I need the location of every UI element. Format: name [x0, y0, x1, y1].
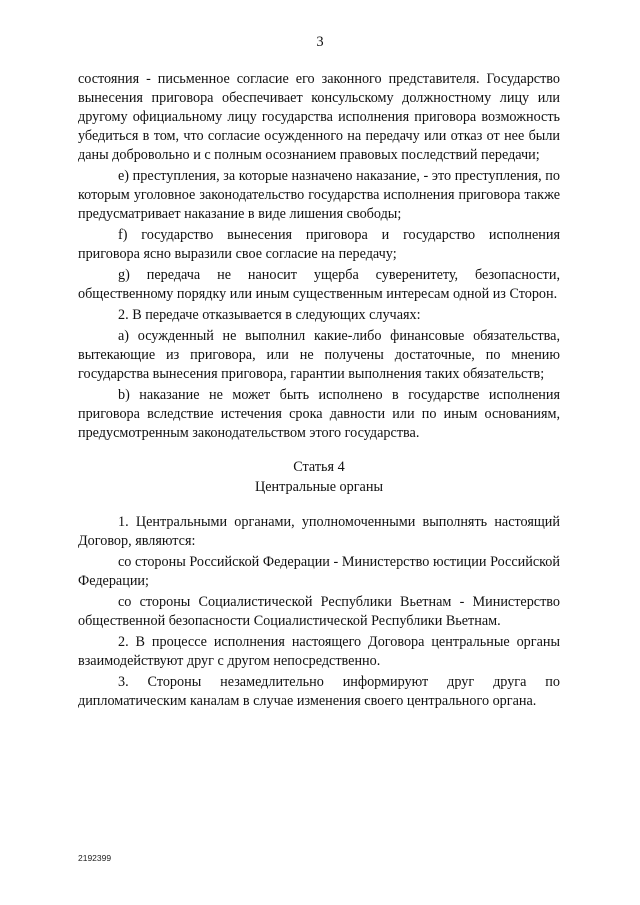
paragraph: состояния - письменное согласие его законного представителя. Государство вынесения приговора обеспечивает консульскому должностному лицу или другому официальному лицу государства исполнения приговора возможность убедиться в том, что согласие осужденного на передачу или отказ от нее были даны добровольно и с полным осознанием правовых последствий передачи;	[78, 71, 560, 163]
article-number: Статья 4	[293, 459, 345, 475]
document-body	[78, 70, 560, 713]
article-heading	[78, 457, 560, 497]
article-title: Центральные органы	[255, 479, 383, 495]
paragraph: со стороны Российской Федерации - Министерство юстиции Российской Федерации;	[78, 554, 560, 589]
paragraph: b) наказание не может быть исполнено в государстве исполнения приговора вследствие истечения срока давности или по иным основаниям, предусмотренным законодательством этого государства.	[78, 387, 560, 441]
paragraph: g) передача не наносит ущерба суверенитету, безопасности, общественному порядку или иным существенным интересам одной из Сторон.	[78, 267, 560, 302]
paragraph: е) преступления, за которые назначено наказание, - это преступления, по которым уголовное законодательство государства исполнения приговора также предусматривает наказание в виде лишения свободы;	[78, 168, 560, 222]
paragraph: 2. В передаче отказывается в следующих случаях:	[118, 307, 421, 323]
paragraphs-top	[78, 70, 560, 443]
paragraphs-bottom	[78, 513, 560, 711]
paragraph: f) государство вынесения приговора и государство исполнения приговора ясно выразили свое согласие на передачу;	[78, 227, 560, 262]
paragraph: 2. В процессе исполнения настоящего Договора центральные органы взаимодействуют друг с другом непосредственно.	[78, 634, 560, 669]
paragraph: со стороны Социалистической Республики Вьетнам - Министерство общественной безопасности Социалистической Республики Вьетнам.	[78, 594, 560, 629]
paragraph: а) осужденный не выполнил какие-либо финансовые обязательства, вытекающие из приговора, или не получены достаточные, по мнению государства вынесения приговора, гарантии выполнения таких обязательств;	[78, 328, 560, 382]
document-code: 2192399	[78, 853, 112, 863]
paragraph: 3. Стороны незамедлительно информируют друг друга по дипломатическим каналам в случае изменения своего центрального органа.	[78, 674, 560, 709]
page-number: 3	[316, 34, 324, 50]
paragraph: 1. Центральными органами, уполномоченными выполнять настоящий Договор, являются:	[78, 514, 560, 549]
